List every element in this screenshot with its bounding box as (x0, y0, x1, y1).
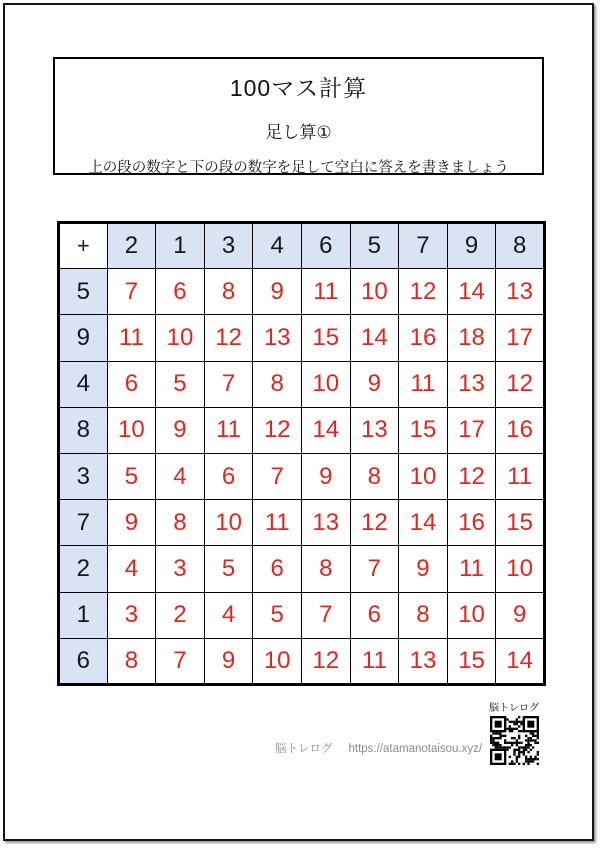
answer-cell: 12 (301, 638, 350, 684)
answer-cell: 7 (107, 269, 156, 315)
answer-cell: 12 (399, 269, 448, 315)
answer-cell: 3 (107, 592, 156, 638)
answer-cell: 9 (156, 407, 205, 453)
answer-cell: 12 (496, 361, 545, 407)
answer-cell: 8 (301, 546, 350, 592)
answer-cell: 14 (447, 269, 496, 315)
col-header-cell: 9 (447, 223, 496, 269)
answer-cell: 11 (204, 407, 253, 453)
answer-cell: 6 (253, 546, 302, 592)
answer-cell: 10 (253, 638, 302, 684)
answer-cell: 15 (301, 315, 350, 361)
operator-cell: + (59, 223, 108, 269)
answer-cell: 14 (301, 407, 350, 453)
grid-table (57, 221, 546, 686)
answer-cell: 2 (156, 592, 205, 638)
answer-cell: 10 (496, 546, 545, 592)
answer-cell: 13 (496, 269, 545, 315)
answer-cell: 16 (399, 315, 448, 361)
grid-row (59, 638, 545, 684)
answer-cell: 8 (399, 592, 448, 638)
row-header-cell: 5 (59, 269, 108, 315)
answer-cell: 13 (399, 638, 448, 684)
qr-block (486, 699, 542, 765)
answer-cell: 8 (253, 361, 302, 407)
answer-cell: 15 (399, 407, 448, 453)
answer-cell: 8 (156, 500, 205, 546)
row-header-cell: 7 (59, 500, 108, 546)
answer-cell: 9 (399, 546, 448, 592)
answer-cell: 11 (301, 269, 350, 315)
page-subtitle: 足し算① (265, 123, 332, 142)
answer-cell: 9 (301, 453, 350, 499)
answer-cell: 5 (107, 453, 156, 499)
answer-cell: 12 (204, 315, 253, 361)
answer-cell: 11 (399, 361, 448, 407)
row-header-cell: 4 (59, 361, 108, 407)
answer-cell: 14 (399, 500, 448, 546)
row-header-cell: 2 (59, 546, 108, 592)
grid-header-row (59, 223, 545, 269)
answer-cell: 16 (496, 407, 545, 453)
instruction-text: 上の段の数字と下の段の数字を足して空白に答えを書きましょう (88, 160, 509, 176)
col-header-cell: 3 (204, 223, 253, 269)
answer-cell: 10 (399, 453, 448, 499)
answer-cell: 10 (301, 361, 350, 407)
answer-cell: 10 (107, 407, 156, 453)
answer-cell: 7 (350, 546, 399, 592)
col-header-cell: 4 (253, 223, 302, 269)
answer-cell: 11 (350, 638, 399, 684)
answer-cell: 13 (301, 500, 350, 546)
col-header-cell: 1 (156, 223, 205, 269)
answer-cell: 10 (204, 500, 253, 546)
answer-cell: 13 (447, 361, 496, 407)
col-header-cell: 6 (301, 223, 350, 269)
answer-cell: 7 (253, 453, 302, 499)
title-box (53, 57, 544, 175)
answer-cell: 11 (496, 453, 545, 499)
col-header-cell: 5 (350, 223, 399, 269)
answer-cell: 6 (350, 592, 399, 638)
answer-cell: 15 (496, 500, 545, 546)
answer-cell: 7 (301, 592, 350, 638)
col-header-cell: 8 (496, 223, 545, 269)
footer (275, 740, 482, 756)
answer-cell: 3 (156, 546, 205, 592)
answer-cell: 17 (496, 315, 545, 361)
answer-cell: 8 (107, 638, 156, 684)
answer-cell: 11 (253, 500, 302, 546)
qr-label: 脳トレログ (489, 703, 539, 714)
page-title: 100マス計算 (229, 75, 368, 101)
col-header-cell: 2 (107, 223, 156, 269)
qr-code-icon (490, 716, 539, 765)
grid-row (59, 453, 545, 499)
answer-cell: 6 (156, 269, 205, 315)
answer-cell: 13 (350, 407, 399, 453)
answer-cell: 5 (253, 592, 302, 638)
answer-cell: 14 (350, 315, 399, 361)
grid-row (59, 407, 545, 453)
answer-cell: 15 (447, 638, 496, 684)
answer-cell: 9 (107, 500, 156, 546)
answer-cell: 5 (204, 546, 253, 592)
answer-cell: 9 (204, 638, 253, 684)
answer-cell: 7 (204, 361, 253, 407)
answer-cell: 12 (350, 500, 399, 546)
answer-cell: 10 (350, 269, 399, 315)
answer-cell: 8 (350, 453, 399, 499)
grid-row (59, 546, 545, 592)
grid-row (59, 269, 545, 315)
answer-cell: 11 (447, 546, 496, 592)
footer-site-url: https://atamanotaisou.xyz/ (348, 743, 483, 755)
answer-cell: 17 (447, 407, 496, 453)
answer-cell: 10 (447, 592, 496, 638)
col-header-cell: 7 (399, 223, 448, 269)
row-header-cell: 6 (59, 638, 108, 684)
row-header-cell: 8 (59, 407, 108, 453)
grid-row (59, 315, 545, 361)
answer-cell: 8 (204, 269, 253, 315)
answer-cell: 11 (107, 315, 156, 361)
answer-cell: 13 (253, 315, 302, 361)
answer-cell: 14 (496, 638, 545, 684)
answer-cell: 16 (447, 500, 496, 546)
grid-row (59, 361, 545, 407)
grid-body (59, 269, 545, 685)
grid-row (59, 592, 545, 638)
answer-cell: 12 (253, 407, 302, 453)
answer-cell: 4 (156, 453, 205, 499)
footer-site-name: 脳トレログ (275, 743, 333, 755)
answer-cell: 9 (253, 269, 302, 315)
answer-cell: 4 (204, 592, 253, 638)
row-header-cell: 1 (59, 592, 108, 638)
answer-cell: 9 (496, 592, 545, 638)
grid-row (59, 500, 545, 546)
answer-cell: 5 (156, 361, 205, 407)
answer-cell: 9 (350, 361, 399, 407)
answer-cell: 7 (156, 638, 205, 684)
calculation-grid (57, 221, 546, 686)
answer-cell: 6 (107, 361, 156, 407)
row-header-cell: 3 (59, 453, 108, 499)
answer-cell: 4 (107, 546, 156, 592)
worksheet-page (3, 3, 594, 841)
answer-cell: 12 (447, 453, 496, 499)
answer-cell: 10 (156, 315, 205, 361)
row-header-cell: 9 (59, 315, 108, 361)
answer-cell: 6 (204, 453, 253, 499)
answer-cell: 18 (447, 315, 496, 361)
